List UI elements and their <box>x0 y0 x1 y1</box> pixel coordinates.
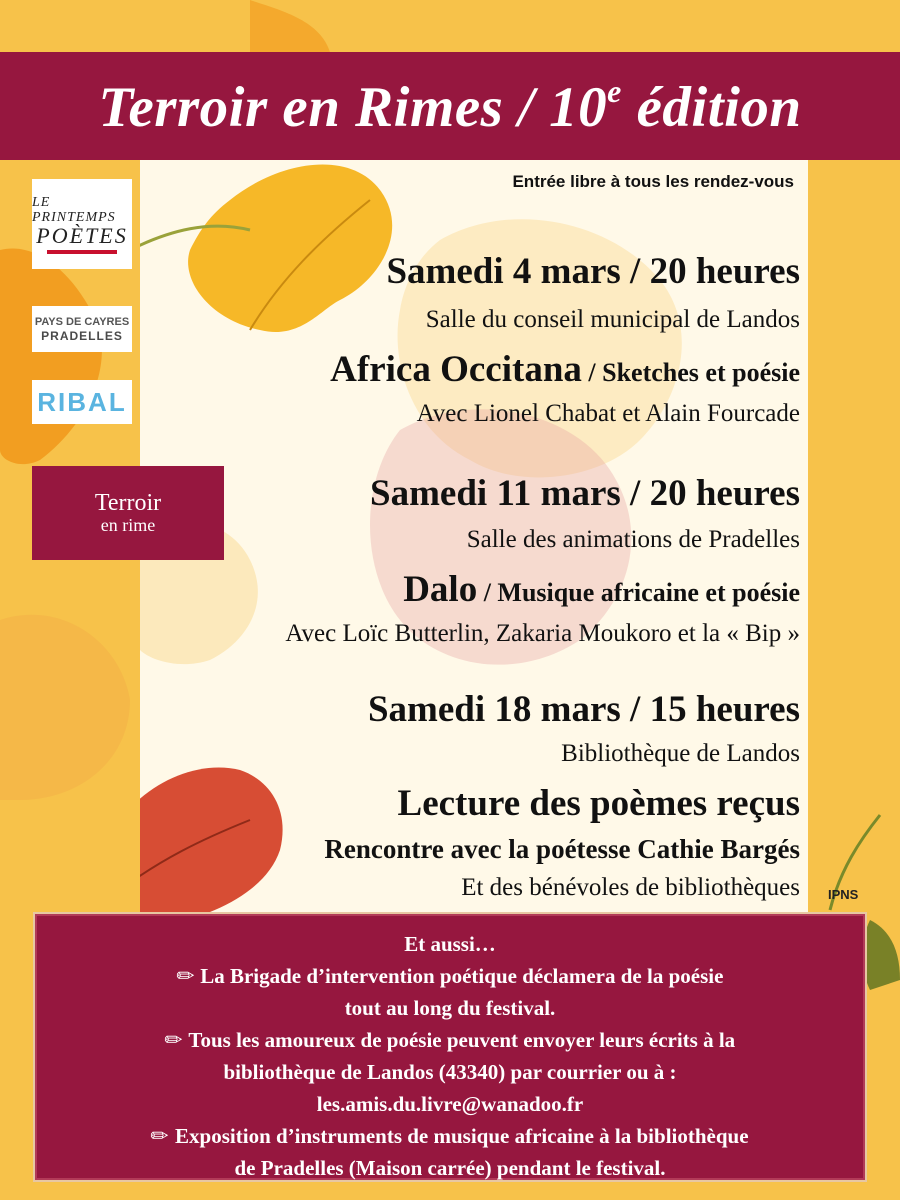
event-1-name: Africa Occitana / Sketches et poésie <box>330 349 800 390</box>
leaf-red-bottom <box>140 767 283 912</box>
pencil-icon: ✎ <box>145 1121 175 1151</box>
event-2-name: Dalo / Musique africaine et poésie <box>403 569 800 610</box>
event-1-date: Samedi 4 mars / 20 heures <box>386 251 800 292</box>
pencil-icon: ✎ <box>170 961 201 991</box>
event-3-guests: Et des bénévoles de bibliothèques <box>461 874 800 901</box>
also-line-6: ✎Exposition d’instruments de musique africaine à la bibliothèque <box>35 1120 865 1152</box>
title-banner <box>0 52 900 160</box>
leaf-top-right <box>250 0 330 52</box>
event-3-place: Bibliothèque de Landos <box>561 740 800 767</box>
also-email[interactable]: les.amis.du.livre@wanadoo.fr <box>316 1092 584 1116</box>
event-1-place: Salle du conseil municipal de Landos <box>425 306 800 333</box>
ipns-label: IPNS <box>828 887 859 902</box>
logo-ribal: RIBAL <box>32 380 132 424</box>
event-2-guests: Avec Loïc Butterlin, Zakaria Moukoro et la « Bip » <box>285 620 800 647</box>
logo-pays-de-cayres: PAYS DE CAYRES PRADELLES <box>32 306 132 352</box>
pencil-icon: ✎ <box>158 1025 189 1055</box>
event-1-guests: Avec Lionel Chabat et Alain Fourcade <box>416 400 800 427</box>
leaf-yellow-top <box>140 165 392 332</box>
event-3-name: Lecture des poèmes reçus <box>397 783 800 824</box>
also-heading: Et aussi… <box>404 932 496 956</box>
event-3-subtitle: Rencontre avec la poétesse Cathie Bargés <box>324 834 800 864</box>
also-line-1: ✎La Brigade d’intervention poétique déclamera de la poésie <box>35 960 865 992</box>
page-title: Terroir en Rimes / 10e édition <box>98 72 802 139</box>
entry-note: Entrée libre à tous les rendez-vous <box>512 172 794 191</box>
leaf-right-bottom <box>863 920 900 990</box>
also-box <box>33 912 867 1182</box>
leaf-top-left <box>0 248 102 464</box>
also-line-7: de Pradelles (Maison carrée) pendant le festival. <box>234 1156 666 1180</box>
leaf-left-mid <box>0 615 130 800</box>
event-2-date: Samedi 11 mars / 20 heures <box>370 473 800 514</box>
event-3-date: Samedi 18 mars / 15 heures <box>367 689 800 730</box>
logo-terroir-en-rime: Terroir en rime <box>32 466 224 560</box>
event-2-place: Salle des animations de Pradelles <box>466 526 800 553</box>
also-line-4: bibliothèque de Landos (43340) par courrier ou à : <box>223 1060 677 1084</box>
logo-printemps-des-poetes: LE PRINTEMPS POÈTES <box>32 179 132 269</box>
also-line-2: tout au long du festival. <box>344 996 556 1020</box>
also-line-3: ✎Tous les amoureux de poésie peuvent envoyer leurs écrits à la <box>35 1024 865 1056</box>
